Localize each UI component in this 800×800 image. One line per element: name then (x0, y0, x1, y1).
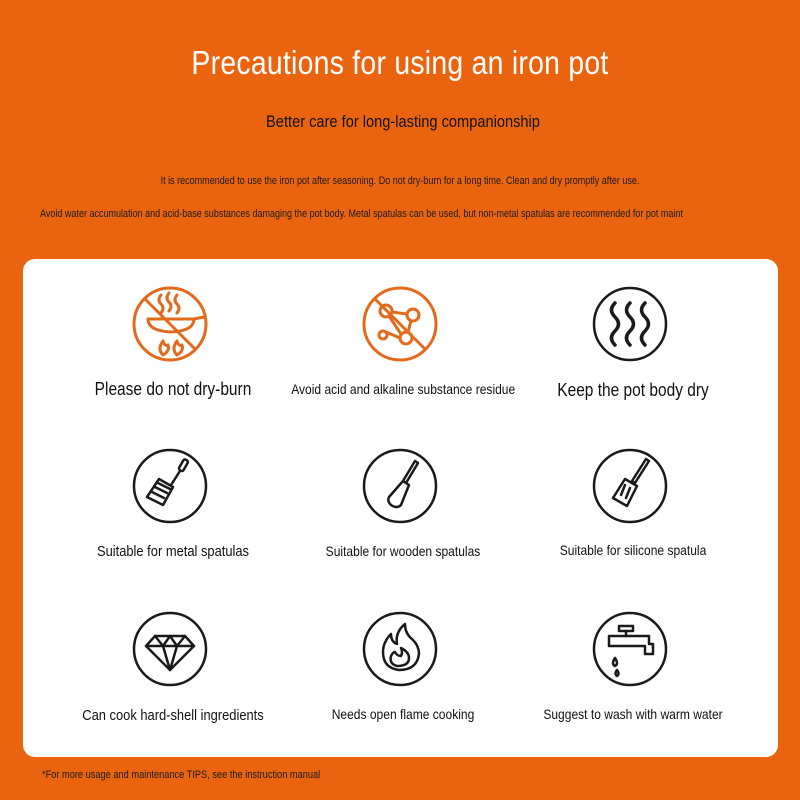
silicone-spatula-icon (591, 447, 669, 525)
tip-label: Suitable for silicone spatula (559, 542, 707, 558)
tip-label: Keep the pot body dry (557, 380, 709, 400)
no-dry-burn-icon (131, 285, 209, 363)
faucet-icon (591, 610, 669, 688)
tip-label: Avoid acid and alkaline substance residue (291, 381, 516, 397)
tip-label: Suitable for wooden spatulas (325, 543, 481, 559)
tip-label: Please do not dry-burn (94, 379, 252, 399)
wooden-spatula-icon (361, 447, 439, 525)
tip-label: Can cook hard-shell ingredients (82, 707, 264, 724)
tip-label: Suitable for metal spatulas (96, 543, 250, 560)
intro-note: It is recommended to use the iron pot after seasoning. Do not dry-burn for a long time. Clean and dry promptly after use. (160, 175, 640, 187)
flame-icon (361, 610, 439, 688)
diamond-icon (131, 610, 209, 688)
page-subtitle: Better care for long-lasting companionship (266, 112, 540, 131)
no-acid-alkaline-icon (361, 285, 439, 363)
page-title: Precautions for using an iron pot (191, 44, 609, 81)
steam-icon (591, 285, 669, 363)
footer-note: *For more usage and maintenance TIPS, see the instruction manual (42, 769, 321, 781)
tip-label: Suggest to wash with warm water (543, 706, 723, 722)
metal-spatula-icon (131, 447, 209, 525)
intro-note: Avoid water accumulation and acid-base substances damaging the pot body. Metal spatulas can be used, but non-metal spatulas are recommended for pot maint (40, 208, 683, 220)
tip-label: Needs open flame cooking (331, 706, 475, 722)
tips-card (23, 259, 778, 757)
